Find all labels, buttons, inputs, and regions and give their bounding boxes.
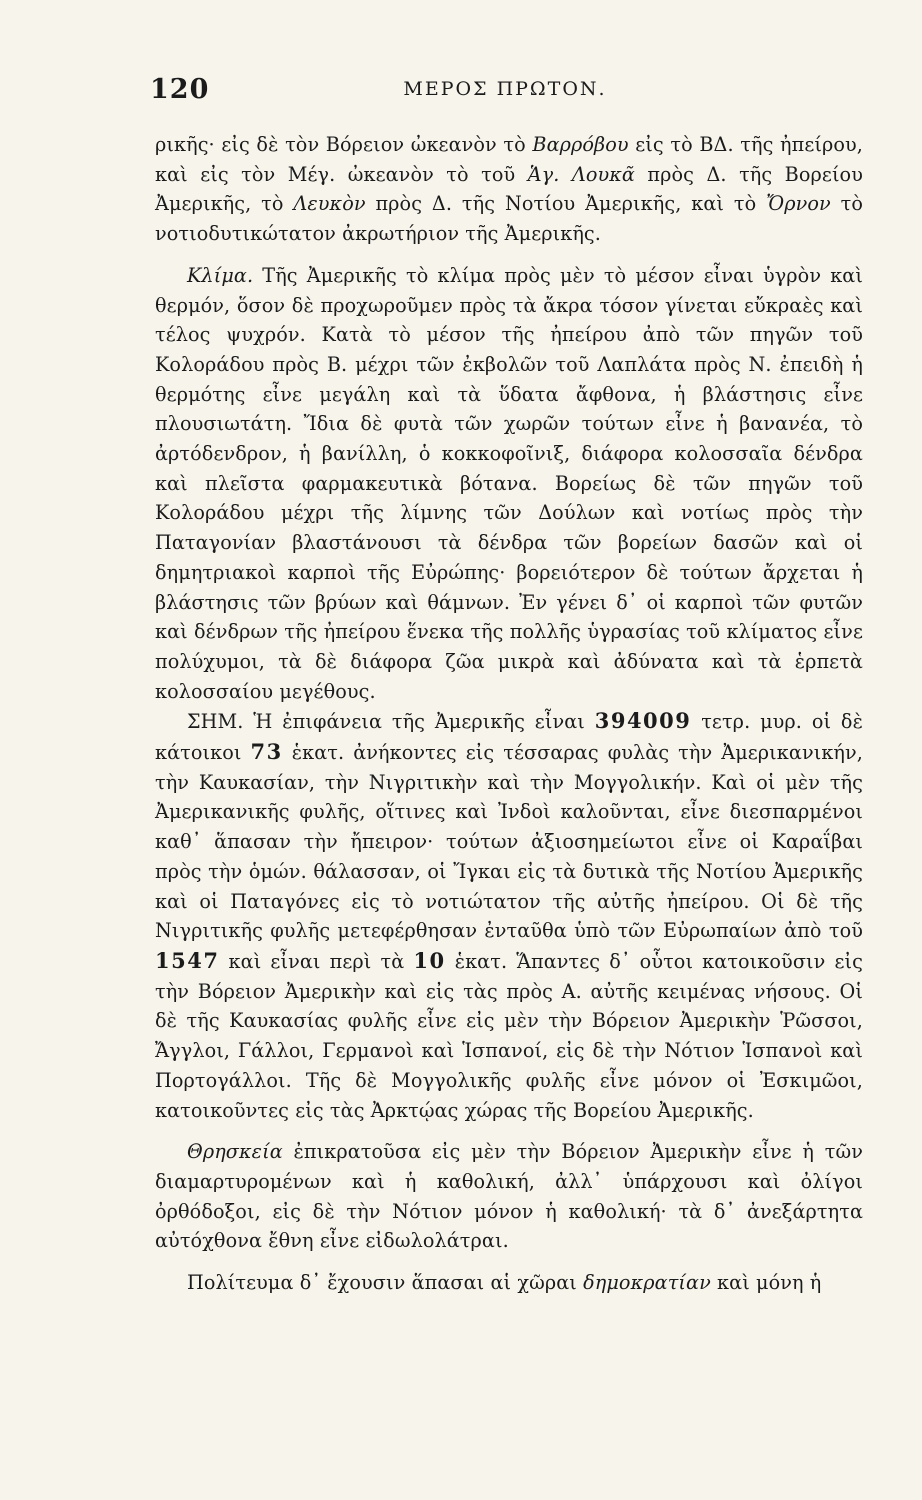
text-run: ἐπικρατοῦσα εἰς μὲν τὴν Βόρειον Ἀμερικὴν εἶνε ἡ τῶν διαμαρτυρομένων καὶ ἡ καθολική, ἀλλ᾽ ὑπάρχουσι καὶ ὀλίγοι ὀρθόδοξοι, εἰς δὲ τὴν Νότιον μόνον ἡ καθολική· τὰ δ᾽ ἀνεξάρτητα αὐτόχθονα ἔθνη εἶνε εἰδωλολάτραι. — [155, 1140, 863, 1253]
text-run: Τῆς Ἀμερικῆς τὸ κλίμα πρὸς μὲν τὸ μέσον εἶναι ὑγρὸν καὶ θερμόν, ὅσον δὲ προχωροῦμεν πρὸς τὰ ἄκρα τόσον γίνεται εὔκραὲς καὶ τέλος ψυχρόν. Κατὰ τὸ μέσον τῆς ἠπείρου ἀπὸ τῶν πηγῶν τοῦ Κολοράδου πρὸς Β. μέχρι τῶν ἐκβολῶν τοῦ Λαπλάτα πρὸς Ν. ἐπειδὴ ἡ θερμότης εἶνε μεγάλη καὶ τὰ ὕδατα ἄφθονα, ἡ βλάστησις εἶνε πλουσιωτάτη. Ἴδια δὲ φυτὰ τῶν χωρῶν τούτων εἶνε ἡ βανανέα, τὸ ἀρτόδενδρον, ἡ βανίλλη, ὁ κοκκοφοῖνιξ, διάφορα κολοσσαῖα δένδρα καὶ πλεῖστα φαρμακευτικὰ βότανα. Βορείως δὲ τῶν πηγῶν τοῦ Κολοράδου μέχρι τῆς λίμνης τῶν Δούλων καὶ νοτίως πρὸς τὴν Παταγονίαν βλαστάνουσι τὰ δένδρα τῶν βορείων δασῶν καὶ οἱ δημητριακοὶ καρποὶ τῆς Εὐρώπης· βορειότερον δὲ τούτων ἄρχεται ἡ βλάστησις τῶν βρύων καὶ θάμνων. Ἐν γένει δ᾽ οἱ καρποὶ τῶν φυτῶν καὶ δένδρων τῆς ἠπείρου ἕνεκα τῆς πολλῆς ὑγρασίας τοῦ κλίματος εἶνε πολύχυμοι, τὰ δὲ διάφορα ζῶα μικρὰ καὶ ἀδύνατα καὶ τὰ ἑρπετὰ κολοσσαίου μεγέθους. — [155, 263, 863, 703]
numeric-value: 394009 — [594, 708, 692, 734]
place-name: Ὄρνον — [766, 192, 831, 216]
numeric-value: 10 — [413, 947, 446, 973]
text-run: πρὸς Δ. τῆς Νοτίου Ἀμερικῆς, καὶ τὸ — [365, 192, 767, 216]
text-run: ἑκατ. Ἅπαντες δ᾽ οὗτοι κατοικοῦσιν εἰς τὴν Βόρειον Ἀμερικὴν καὶ εἰς τὰς πρὸς Α. αὐτῆς κειμένας νήσους. Οἱ δὲ τῆς Καυκασίας φυλῆς εἶνε εἰς μὲν τὴν Βόρειον Ἀμερικὴν Ῥῶσσοι, Ἄγγλοι, Γάλλοι, Γερμανοὶ καὶ Ἱσπανοί, εἰς δὲ τὴν Νότιον Ἱσπανοὶ καὶ Πορτογάλλοι. Τῆς δὲ Μογγολικῆς φυλῆς εἶνε μόνον οἱ Ἐσκιμῶοι, κατοικοῦντες εἰς τὰς Ἀρκτῴας χώρας τῆς Βορείου Ἀμερικῆς. — [155, 949, 864, 1122]
emphasis: δημοκρατίαν — [583, 1271, 711, 1295]
section-heading: Θρησκεία — [187, 1140, 283, 1164]
place-name: Βαρρόβου — [532, 133, 629, 156]
text-run: τετρ. μυρ. οἱ δὲ κάτοικοι — [155, 710, 863, 765]
place-name: Λευκὸν — [293, 192, 366, 216]
text-run: ΣΗΜ. Ἡ ἐπιφάνεια τῆς Ἀμερικῆς εἶναι — [187, 710, 595, 734]
text-run: ρικῆς· εἰς δὲ τὸν Βόρειον ὠκεανὸν τὸ — [155, 133, 533, 156]
place-name: Ἁγ. Λουκᾶ — [527, 162, 635, 186]
running-title: ΜΕΡΟΣ ΠΡΩΤΟΝ. — [403, 78, 607, 100]
numeric-value: 1547 — [155, 947, 220, 973]
paragraph-note — [155, 706, 863, 1125]
text-run: πρὸς Δ. τῆς Βορείου Ἀμερικῆς, τὸ — [155, 162, 863, 216]
paragraph-continuation — [155, 130, 863, 249]
page-header — [150, 74, 860, 114]
text-run: καὶ εἶναι περὶ τὰ — [219, 949, 414, 973]
section-heading: Κλίμα. — [187, 263, 254, 287]
text-run: τὸ νοτιοδυτικώτατον ἀκρωτήριον τῆς Ἀμερικῆς. — [155, 192, 863, 246]
text-run: ἑκατ. ἀνήκοντες εἰς τέσσαρας φυλὰς τὴν Ἀμερικανικήν, τὴν Καυκασίαν, τὴν Νιγριτικὴν καὶ τὴν Μογγολικήν. Καὶ οἱ μὲν τῆς Ἀμερικανικῆς φυλῆς, οἵτινες καὶ Ἰνδοὶ καλοῦνται, εἶνε διεσπαρμένοι καθ᾽ ἅπασαν τὴν ἤπειρον· τούτων ἀξιοσημείωτοι εἶνε οἱ Καραΐβαι πρὸς τὴν ὁμών. θάλασσαν, οἱ Ἴγκαι εἰς τὰ δυτικὰ τῆς Νοτίου Ἀμερικῆς καὶ οἱ Παταγόνες εἰς τὸ νοτιώτατον τῆς αὐτῆς ἠπείρου. Οἱ δὲ τῆς Νιγριτικῆς φυλῆς μετεφέρθησαν ἐνταῦθα ὑπὸ τῶν Εὐρωπαίων ἀπὸ τοῦ — [155, 741, 863, 943]
numeric-value: 73 — [250, 739, 283, 765]
paragraph-climate — [155, 261, 863, 707]
text-run: εἰς τὸ ΒΔ. τῆς ἠπείρου, καὶ εἰς τὸν Μέγ. ὠκεανὸν τὸ τοῦ — [155, 133, 863, 186]
paragraph-religion — [155, 1137, 863, 1256]
page-number: 120 — [150, 74, 210, 105]
text-run: καὶ μόνη ἡ — [710, 1271, 822, 1295]
body-text — [155, 130, 863, 1298]
paragraph-government — [155, 1268, 863, 1298]
text-run: Πολίτευμα δ᾽ ἔχουσιν ἅπασαι αἱ χῶραι — [187, 1271, 584, 1295]
